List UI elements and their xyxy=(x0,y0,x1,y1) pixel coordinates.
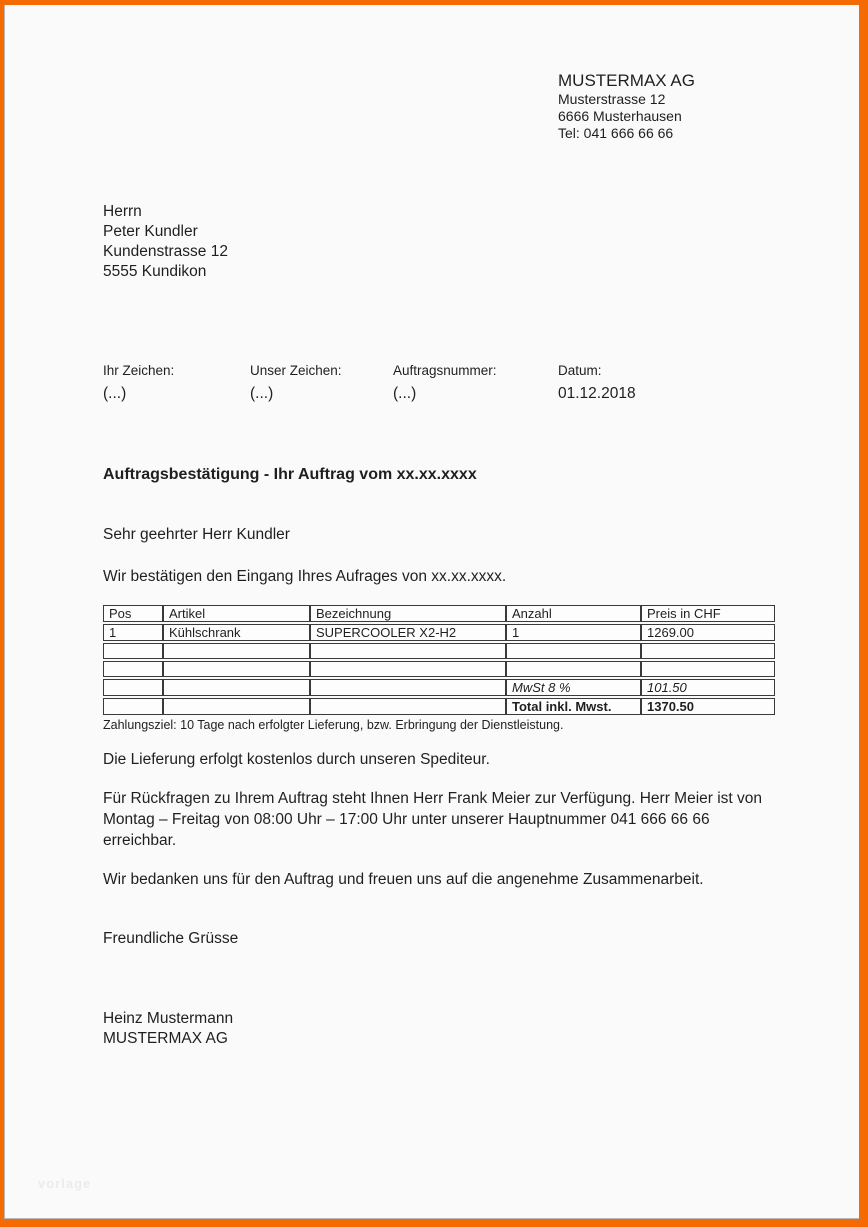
cell-artikel: Kühlschrank xyxy=(163,624,310,641)
cell-bezeichnung xyxy=(310,679,506,696)
mwst-label: MwSt 8 % xyxy=(506,679,641,696)
signature-block xyxy=(103,1009,770,1049)
table-row-item xyxy=(103,624,775,641)
cell-anzahl xyxy=(506,643,641,659)
ref-field-datum xyxy=(558,362,636,404)
ref-value: (...) xyxy=(393,385,417,402)
table-row-total xyxy=(103,698,775,715)
table-row-mwst xyxy=(103,679,775,696)
ref-value: 01.12.2018 xyxy=(558,385,636,402)
ref-label: Unser Zeichen: xyxy=(250,363,342,378)
cell-pos: 1 xyxy=(103,624,163,641)
recipient-name: Peter Kundler xyxy=(103,223,198,240)
sender-company-name: MUSTERMAX AG xyxy=(558,71,695,90)
cell-pos xyxy=(103,643,163,659)
recipient-salutation: Herrn xyxy=(103,203,142,220)
ref-label: Datum: xyxy=(558,363,602,378)
cell-artikel xyxy=(163,679,310,696)
ref-label: Auftragsnummer: xyxy=(393,363,497,378)
salutation-line: Sehr geehrter Herr Kundler xyxy=(103,526,290,543)
cell-artikel xyxy=(163,661,310,677)
ref-field-auftragsnummer xyxy=(393,362,558,404)
cell-anzahl: 1 xyxy=(506,624,641,641)
sender-address-block xyxy=(558,71,770,142)
ref-field-ihr-zeichen xyxy=(103,362,250,404)
cell-anzahl xyxy=(506,661,641,677)
col-header-artikel: Artikel xyxy=(163,605,310,622)
confirmation-line: Wir bestätigen den Eingang Ihres Aufrages von xx.xx.xxxx. xyxy=(103,568,507,585)
watermark: vorlage xyxy=(38,1176,92,1191)
order-table-header-row xyxy=(103,605,775,622)
ref-field-unser-zeichen xyxy=(250,362,393,404)
recipient-street: Kundenstrasse 12 xyxy=(103,243,228,260)
mwst-value: 101.50 xyxy=(641,679,775,696)
signature-name: Heinz Mustermann xyxy=(103,1010,234,1027)
cell-pos xyxy=(103,661,163,677)
total-value: 1370.50 xyxy=(641,698,775,715)
sender-street: Musterstrasse 12 xyxy=(558,91,666,107)
ref-value: (...) xyxy=(250,385,274,402)
table-row-empty xyxy=(103,661,775,677)
cell-pos xyxy=(103,679,163,696)
cell-pos xyxy=(103,698,163,715)
sender-city: 6666 Musterhausen xyxy=(558,108,682,124)
col-header-anzahl: Anzahl xyxy=(506,605,641,622)
signature-company: MUSTERMAX AG xyxy=(103,1030,228,1047)
sender-phone: Tel: 041 666 66 66 xyxy=(558,125,674,141)
total-label: Total inkl. Mwst. xyxy=(506,698,641,715)
col-header-pos: Pos xyxy=(103,605,163,622)
col-header-preis: Preis in CHF xyxy=(641,605,775,622)
delivery-paragraph: Die Lieferung erfolgt kostenlos durch unseren Spediteur. xyxy=(103,751,490,768)
cell-bezeichnung xyxy=(310,661,506,677)
table-row-empty xyxy=(103,643,775,659)
cell-bezeichnung xyxy=(310,643,506,659)
col-header-bezeichnung: Bezeichnung xyxy=(310,605,506,622)
cell-bezeichnung: SUPERCOOLER X2-H2 xyxy=(310,624,506,641)
cell-artikel xyxy=(163,698,310,715)
thanks-paragraph: Wir bedanken uns für den Auftrag und freuen uns auf die angenehme Zusammenarbeit. xyxy=(103,871,704,888)
cell-bezeichnung xyxy=(310,698,506,715)
payment-terms-note: Zahlungsziel: 10 Tage nach erfolgter Lieferung, bzw. Erbringung der Dienstleistung. xyxy=(103,718,564,732)
cell-preis: 1269.00 xyxy=(641,624,775,641)
contact-paragraph: Für Rückfragen zu Ihrem Auftrag steht Ihnen Herr Frank Meier zur Verfügung. Herr Meier ist von Montag – Freitag von 08:00 Uhr – 17:00 Uhr unter unserer Hauptnummer 041 666 66 66 erreichbar. xyxy=(103,790,763,849)
order-table xyxy=(103,603,775,717)
reference-row xyxy=(103,362,770,404)
recipient-address-block xyxy=(103,202,770,282)
subject-line: Auftragsbestätigung - Ihr Auftrag vom xx.xx.xxxx xyxy=(103,466,477,483)
ref-value: (...) xyxy=(103,385,127,402)
cell-artikel xyxy=(163,643,310,659)
recipient-city: 5555 Kundikon xyxy=(103,263,207,280)
ref-label: Ihr Zeichen: xyxy=(103,363,175,378)
closing-line: Freundliche Grüsse xyxy=(103,930,239,947)
cell-preis xyxy=(641,661,775,677)
cell-preis xyxy=(641,643,775,659)
